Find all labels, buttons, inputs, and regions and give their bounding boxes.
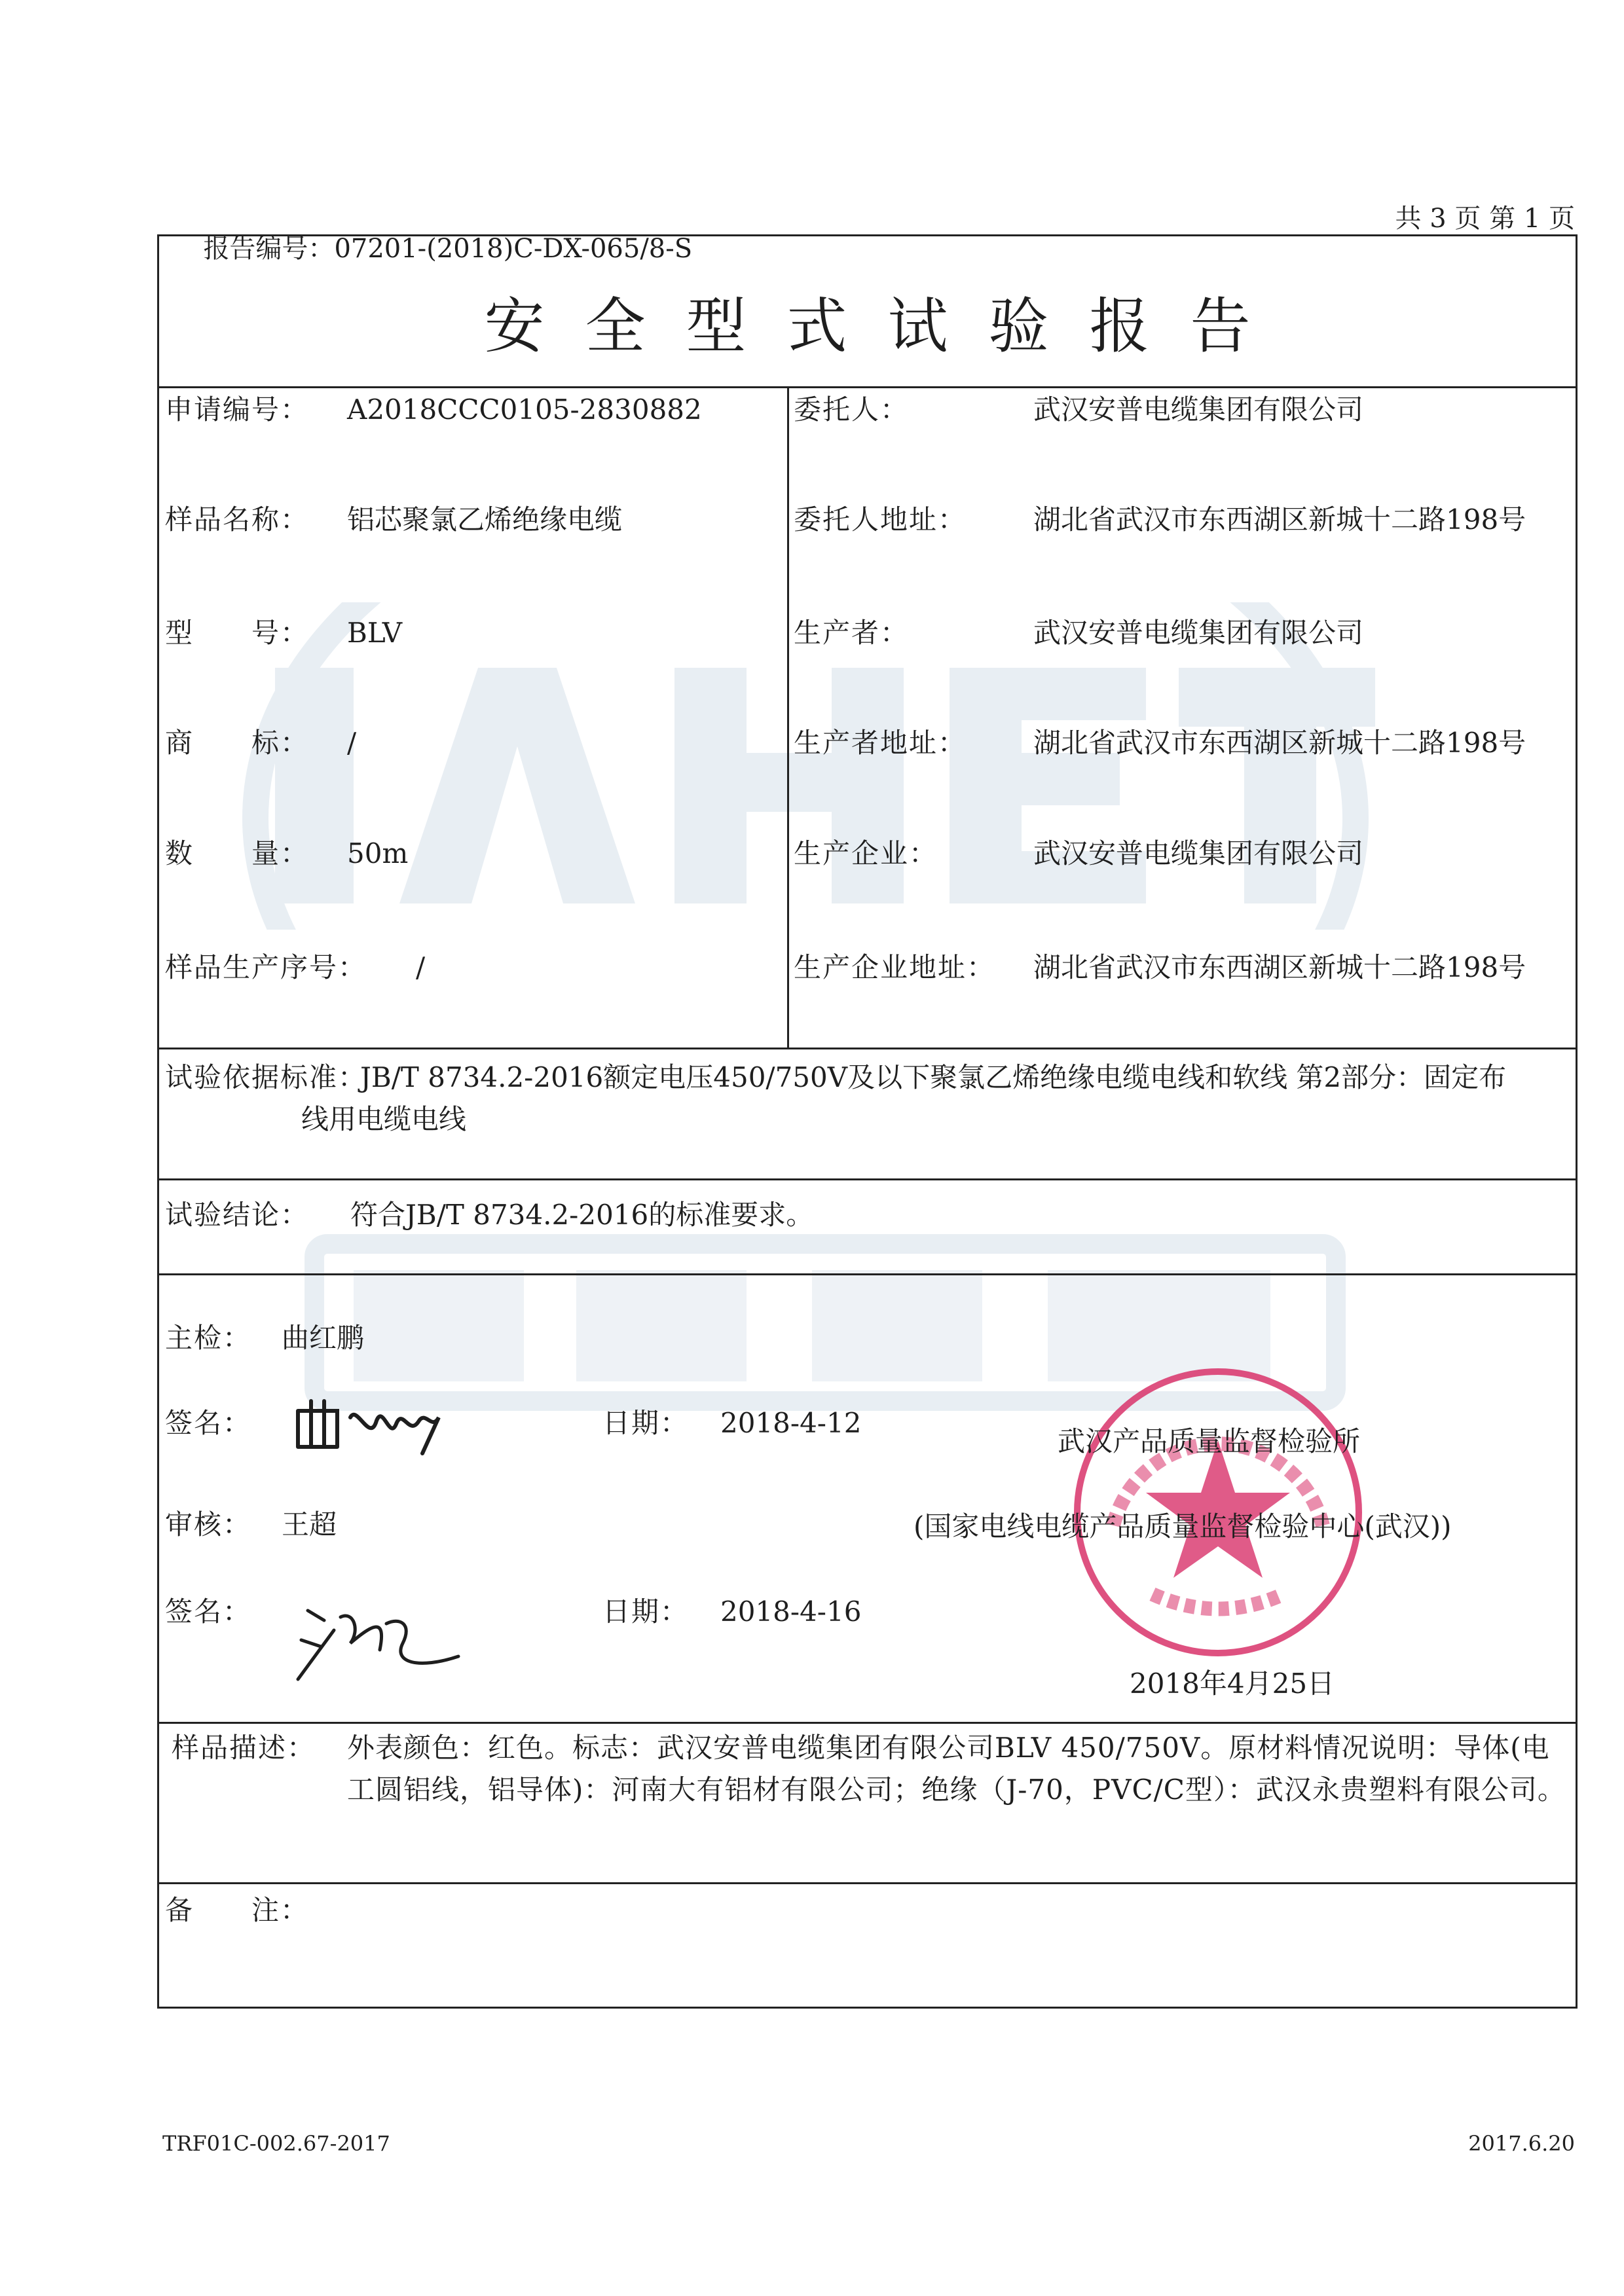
- institute-name: 武汉产品质量监督检验所: [1058, 1425, 1361, 1457]
- signature-reviewer: [288, 1591, 471, 1689]
- rule-sign: [157, 1722, 1578, 1724]
- sample-name-value: 铝芯聚氯乙烯绝缘电缆: [347, 503, 623, 536]
- client-address-value: 湖北省武汉市东西湖区新城十二路198号: [1033, 503, 1526, 536]
- sample-name-label: 样品名称：: [165, 503, 310, 536]
- conclusion-label: 试验结论：: [165, 1199, 310, 1231]
- trademark-label: 商 标：: [165, 727, 310, 759]
- sign-label-1: 签名：: [165, 1407, 252, 1439]
- producer-address-value: 湖北省武汉市东西湖区新城十二路198号: [1033, 727, 1526, 759]
- institute-center: (国家电线电缆产品质量监督检验中心(武汉)): [913, 1510, 1452, 1542]
- signature-inspector: [291, 1391, 449, 1463]
- quantity-label: 数 量：: [165, 837, 310, 869]
- producer-value: 武汉安普电缆集团有限公司: [1033, 617, 1364, 649]
- client-label: 委托人：: [794, 393, 910, 426]
- quantity-value: 50m: [347, 837, 409, 869]
- rule-title: [157, 386, 1578, 388]
- producer-address-label: 生产者地址：: [794, 727, 967, 759]
- date-value-2: 2018-4-16: [720, 1595, 862, 1628]
- inspector-name: 曲红鹏: [282, 1322, 365, 1354]
- sign-label-2: 签名：: [165, 1595, 252, 1628]
- rule-info: [157, 1048, 1578, 1049]
- rule-description: [157, 1882, 1578, 1884]
- issue-date: 2018年4月25日: [1130, 1667, 1335, 1700]
- form-number: TRF01C-002.67-2017: [162, 2131, 390, 2156]
- report-title: 安全型式试验报告: [484, 291, 1291, 361]
- rule-vertical: [787, 386, 789, 1048]
- model-label: 型 号：: [165, 617, 310, 649]
- trademark-value: /: [347, 727, 357, 759]
- rule-standard: [157, 1178, 1578, 1180]
- date-label-1: 日期：: [602, 1407, 690, 1439]
- serial-value: /: [416, 951, 426, 983]
- date-value-1: 2018-4-12: [720, 1407, 862, 1439]
- standard-label: 试验依据标准：: [165, 1061, 367, 1093]
- conclusion-value: 符合JB/T 8734.2-2016的标准要求。: [350, 1199, 814, 1231]
- report-number-label: 报告编号：: [203, 234, 335, 264]
- application-no-label: 申请编号：: [165, 393, 310, 426]
- reviewer-name: 王超: [282, 1508, 337, 1540]
- remarks-label: 备 注：: [165, 1894, 310, 1926]
- standard-value: JB/T 8734.2-2016额定电压450/750V及以下聚氯乙烯绝缘电缆电线和软线 第2部分：固定布线用电缆电线: [301, 1061, 1507, 1135]
- inspector-label: 主检：: [165, 1322, 252, 1354]
- producer-label: 生产者：: [794, 617, 910, 649]
- reviewer-label: 审核：: [165, 1508, 252, 1540]
- application-no-value: A2018CCC0105-2830882: [347, 393, 702, 426]
- factory-address-label: 生产企业地址：: [794, 951, 996, 983]
- report-number-value: 07201-(2018)C-DX-065/8-S: [334, 234, 693, 264]
- page-info: 共 3 页 第 1 页: [1395, 204, 1575, 234]
- client-address-label: 委托人地址：: [794, 503, 967, 536]
- model-value: BLV: [347, 617, 403, 649]
- client-value: 武汉安普电缆集团有限公司: [1033, 393, 1364, 426]
- factory-address-value: 湖北省武汉市东西湖区新城十二路198号: [1033, 951, 1526, 983]
- date-label-2: 日期：: [602, 1595, 690, 1628]
- description-label: 样品描述：: [172, 1732, 316, 1764]
- rule-conclusion: [157, 1273, 1578, 1275]
- form-date: 2017.6.20: [1468, 2131, 1575, 2156]
- factory-label: 生产企业：: [794, 837, 938, 869]
- description-value: 外表颜色：红色。标志：武汉安普电缆集团有限公司BLV 450/750V。原材料情况说明：导体(电工圆铝线，铝导体)：河南大有铝材有限公司；绝缘（J-70，PVC/C型）：武汉永贵塑料有限公司。: [347, 1732, 1566, 1806]
- factory-value: 武汉安普电缆集团有限公司: [1033, 837, 1364, 869]
- serial-label: 样品生产序号：: [165, 951, 367, 983]
